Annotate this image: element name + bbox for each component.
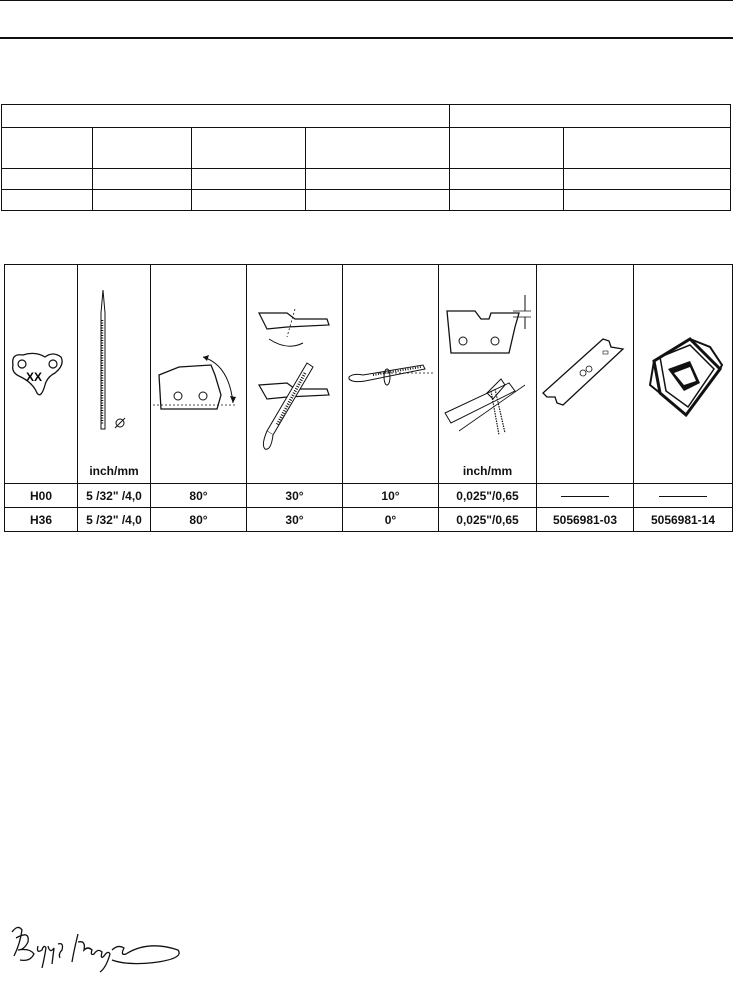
blank-cell <box>192 128 306 169</box>
blank-cell <box>450 128 564 169</box>
file-tilt-cell <box>343 265 439 484</box>
top-plate-angle-cell <box>151 265 247 484</box>
depth-gauge-setting-cell <box>439 265 537 484</box>
round-file-cell <box>78 265 151 484</box>
depth-gauge-setting-icon <box>439 265 537 483</box>
depth-value: 0,025"/0,65 <box>439 508 537 532</box>
blank-cell <box>2 190 93 211</box>
file-angle-cell <box>247 265 343 484</box>
blank-cell <box>93 190 192 211</box>
chain-code-cell: H00 <box>5 484 78 508</box>
blank-cell <box>450 169 564 190</box>
file-size-cell: 5 /32" /4,0 <box>78 484 151 508</box>
blank-cell <box>93 169 192 190</box>
blank-cell <box>450 190 564 211</box>
file-tilt-icon <box>343 265 439 483</box>
file-size-cell: 5 /32" /4,0 <box>78 508 151 532</box>
blank-cell <box>564 169 731 190</box>
depth-value: 0,025"/0,65 <box>439 484 537 508</box>
tilt-angle-value: 10° <box>343 484 439 508</box>
depth-gauge-part-cell <box>537 484 634 508</box>
blank-cell <box>2 128 93 169</box>
blank-cell <box>564 128 731 169</box>
sharpening-row <box>5 508 733 532</box>
file-angle-value: 30° <box>247 484 343 508</box>
depth-gauge-part-cell: 5056981-03 <box>537 508 634 532</box>
file-gauge-tool-icon <box>634 265 733 483</box>
chain-marking-xx-icon <box>5 265 78 483</box>
blank-cell <box>306 190 450 211</box>
sharpening-row <box>5 484 733 508</box>
blank-cell <box>192 169 306 190</box>
file-gauge-tool-cell <box>634 265 733 484</box>
header-rule <box>0 37 733 39</box>
file-angle-icon <box>247 265 343 483</box>
xx-marking-label: XX <box>26 370 43 384</box>
blank-header-cell <box>450 105 731 128</box>
sharpening-table <box>4 264 733 532</box>
not-applicable-dash <box>561 496 609 497</box>
tilt-angle-value: 0° <box>343 508 439 532</box>
blank-cell <box>306 128 450 169</box>
blank-header-cell <box>2 105 450 128</box>
file-unit-label: inch/mm <box>89 464 139 478</box>
depth-gauge-tool-cell <box>537 265 634 484</box>
file-angle-value: 30° <box>247 508 343 532</box>
blank-spec-table <box>1 104 731 211</box>
top-plate-angle-value: 80° <box>151 508 247 532</box>
file-gauge-part-cell: 5056981-14 <box>634 508 733 532</box>
top-plate-angle-icon <box>151 265 247 483</box>
file-gauge-part-cell <box>634 484 733 508</box>
round-file-icon <box>78 265 151 483</box>
blank-cell <box>2 169 93 190</box>
not-applicable-dash <box>659 496 707 497</box>
blank-cell <box>93 128 192 169</box>
depth-gauge-tool-icon <box>537 265 634 483</box>
blank-cell <box>306 169 450 190</box>
handwritten-signature <box>8 920 188 975</box>
chain-marking-cell <box>5 265 78 484</box>
top-plate-angle-value: 80° <box>151 484 247 508</box>
top-rule <box>0 0 733 1</box>
chain-code-cell: H36 <box>5 508 78 532</box>
blank-cell <box>564 190 731 211</box>
depth-unit-label: inch/mm <box>462 464 513 478</box>
blank-cell <box>192 190 306 211</box>
